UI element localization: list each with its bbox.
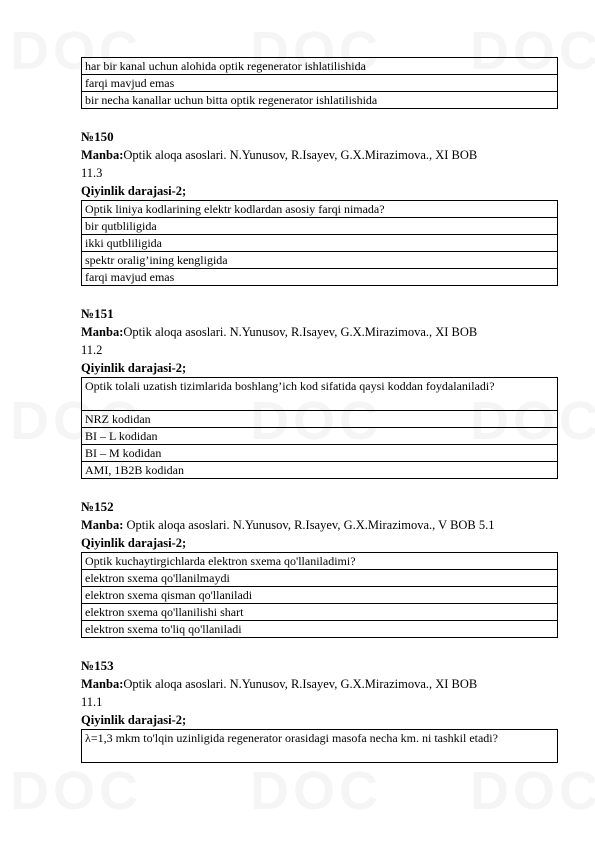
- source-text: Optik aloqa asoslari. N.Yunusov, R.Isayev, G.X.Mirazimova., XI BOB: [123, 325, 478, 339]
- watermark: [470, 760, 595, 822]
- table-row: [82, 428, 558, 445]
- prev-answer-table: [81, 57, 558, 109]
- table-row: [82, 58, 558, 75]
- question-block: [81, 305, 558, 479]
- watermark: [10, 760, 142, 822]
- table-row: [82, 553, 558, 570]
- source-label: Manba:: [81, 325, 124, 339]
- table-row: [82, 201, 558, 218]
- source-line: [81, 323, 558, 341]
- source-continuation: 11.3: [81, 166, 103, 180]
- answer-cell: ikki qutbliligida: [82, 235, 558, 252]
- source-continuation: 11.2: [81, 343, 103, 357]
- table-row: [82, 92, 558, 109]
- question-table: [81, 377, 558, 479]
- question-block: [81, 128, 558, 286]
- question-block: [81, 498, 558, 638]
- difficulty-level: Qiyinlik darajasi-2;: [81, 713, 187, 727]
- question-cell: Optik tolali uzatish tizimlarida boshlang’ich kod sifatida qaysi koddan foydalaniladi?: [82, 378, 558, 411]
- table-row: [82, 218, 558, 235]
- table-row: [82, 621, 558, 638]
- table-row: [82, 411, 558, 428]
- table-row: [82, 730, 558, 763]
- answer-cell: BI – L kodidan: [82, 428, 558, 445]
- answer-cell: AMI, 1B2B kodidan: [82, 462, 558, 479]
- question-table: [81, 552, 558, 638]
- source-text: Optik aloqa asoslari. N.Yunusov, R.Isayev, G.X.Mirazimova., V BOB 5.1: [123, 518, 495, 532]
- table-row: [82, 75, 558, 92]
- answer-cell: farqi mavjud emas: [82, 75, 558, 92]
- question-cell: Optik liniya kodlarining elektr kodlardan asosiy farqi nimada?: [82, 201, 558, 218]
- question-number: №150: [81, 129, 114, 144]
- answer-cell: har bir kanal uchun alohida optik regenerator ishlatilishida: [82, 58, 558, 75]
- table-row: [82, 252, 558, 269]
- answer-cell: bir necha kanallar uchun bitta optik regenerator ishlatilishida: [82, 92, 558, 109]
- answer-cell: NRZ kodidan: [82, 411, 558, 428]
- answer-cell: elektron sxema qo'llanilmaydi: [82, 570, 558, 587]
- source-label: Manba:: [81, 148, 124, 162]
- table-row: [82, 269, 558, 286]
- difficulty-level: Qiyinlik darajasi-2;: [81, 361, 187, 375]
- source-continuation: 11.1: [81, 695, 103, 709]
- table-row: [82, 378, 558, 411]
- answer-cell: farqi mavjud emas: [82, 269, 558, 286]
- table-row: [82, 570, 558, 587]
- answer-cell: BI – M kodidan: [82, 445, 558, 462]
- source-label: Manba:: [81, 518, 124, 532]
- question-cell: Optik kuchaytirgichlarda elektron sxema qo'llaniladimi?: [82, 553, 558, 570]
- question-number: №152: [81, 499, 114, 514]
- answer-cell: elektron sxema qisman qo'llaniladi: [82, 587, 558, 604]
- watermark: [250, 760, 382, 822]
- question-table: [81, 729, 558, 763]
- source-line: [81, 146, 558, 164]
- answer-cell: elektron sxema qo'llanilishi shart: [82, 604, 558, 621]
- table-row: [82, 587, 558, 604]
- table-row: [82, 445, 558, 462]
- answer-cell: elektron sxema to'liq qo'llaniladi: [82, 621, 558, 638]
- document-body: [81, 57, 558, 763]
- question-block: [81, 657, 558, 763]
- table-row: [82, 235, 558, 252]
- answer-cell: spektr oralig’ining kengligida: [82, 252, 558, 269]
- source-line: [81, 675, 558, 693]
- answer-cell: bir qutbliligida: [82, 218, 558, 235]
- source-text: Optik aloqa asoslari. N.Yunusov, R.Isayev, G.X.Mirazimova., XI BOB: [123, 148, 478, 162]
- question-number: №153: [81, 658, 114, 673]
- table-row: [82, 462, 558, 479]
- source-line: [81, 516, 558, 534]
- question-number: №151: [81, 306, 114, 321]
- question-table: [81, 200, 558, 286]
- difficulty-level: Qiyinlik darajasi-2;: [81, 184, 187, 198]
- difficulty-level: Qiyinlik darajasi-2;: [81, 536, 187, 550]
- table-row: [82, 604, 558, 621]
- source-text: Optik aloqa asoslari. N.Yunusov, R.Isayev, G.X.Mirazimova., XI BOB: [123, 677, 478, 691]
- question-cell: λ=1,3 mkm to'lqin uzinligida regenerator orasidagi masofa necha km. ni tashkil etadi?: [82, 730, 558, 763]
- source-label: Manba:: [81, 677, 124, 691]
